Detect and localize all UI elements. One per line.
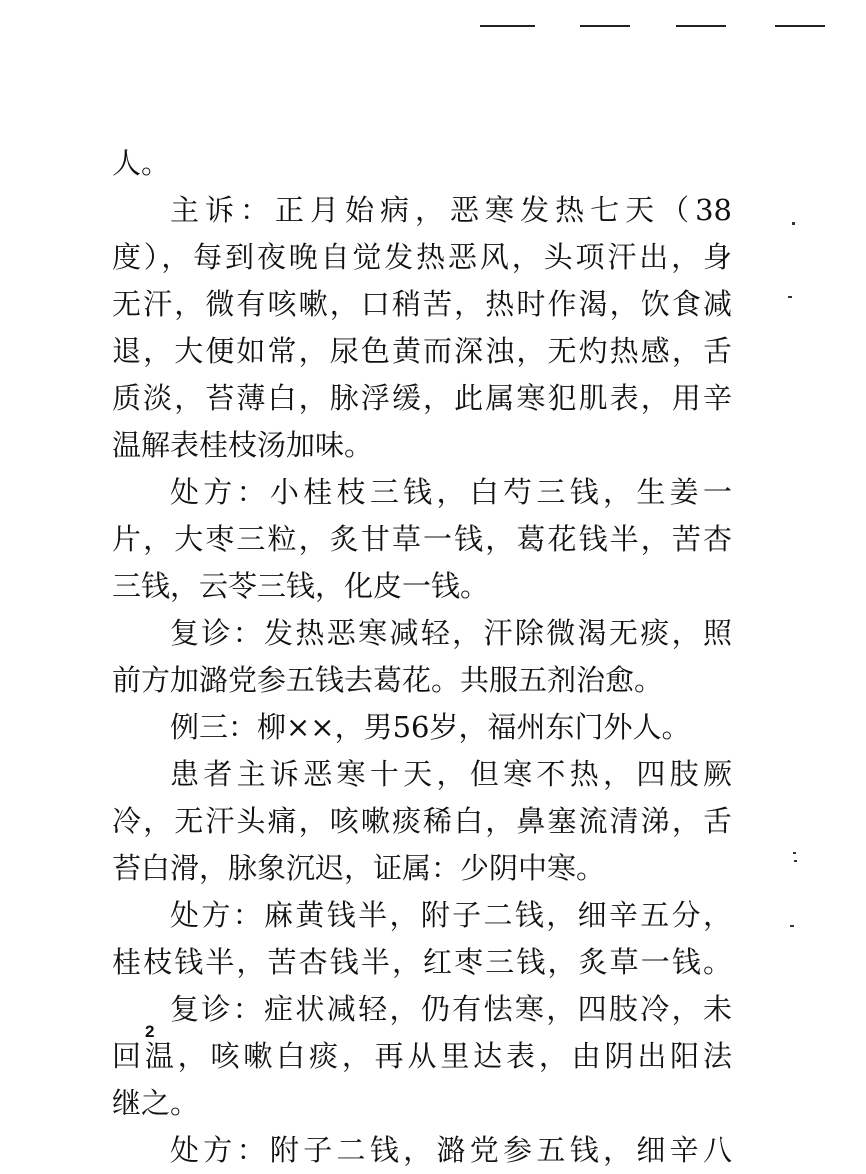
text-line: 处方：附子二钱，潞党参五钱，细辛八: [170, 1133, 732, 1167]
header-rule: [775, 25, 825, 27]
text-line: 前方加潞党参五钱去葛花。共服五剂治愈。: [112, 663, 664, 697]
text-line: 苔白滑，脉象沉迟，证属：少阴中寒。: [112, 851, 606, 885]
scan-speck: [794, 860, 797, 862]
header-rule: [580, 25, 630, 27]
text-line: 处方：小桂枝三钱，白芍三钱，生姜一: [170, 475, 732, 509]
text-line: 无汗，微有咳嗽，口稍苦，热时作渴，饮食减: [112, 287, 732, 321]
text-line: 片，大枣三粒，炙甘草一钱，葛花钱半，苦杏: [112, 522, 732, 556]
text-line: 退，大便如常，尿色黄而深浊，无灼热感，舌: [112, 334, 732, 368]
text-line: 质淡，苔薄白，脉浮缓，此属寒犯肌表，用辛: [112, 381, 732, 415]
text-line: 度），每到夜晚自觉发热恶风，头项汗出，身: [112, 240, 732, 274]
scan-speck: [790, 925, 794, 927]
text-line: 继之。: [112, 1086, 200, 1120]
page-number: 2: [145, 1022, 155, 1041]
scan-speck: [793, 852, 796, 854]
body-text: [112, 140, 732, 1174]
text-line: 复诊：症状减轻，仍有怯寒，四肢冷，未: [170, 992, 732, 1026]
text-line: 患者主诉恶寒十天，但寒不热，四肢厥: [170, 757, 732, 791]
header-rule: [480, 25, 535, 27]
scan-speck: [792, 222, 795, 225]
text-line: 处方：麻黄钱半，附子二钱，细辛五分，: [170, 898, 732, 932]
header-rule: [676, 25, 726, 27]
scan-speck: [788, 296, 792, 298]
text-line: 三钱，云苓三钱，化皮一钱。: [112, 569, 490, 603]
text-line: 例三：柳××，男56岁，福州东门外人。: [170, 710, 691, 744]
text-line: 复诊：发热恶寒减轻，汗除微渴无痰，照: [170, 616, 732, 650]
text-line: 主诉：正月始病，恶寒发热七天（38: [170, 193, 732, 227]
text-line: 温解表桂枝汤加味。: [112, 428, 374, 462]
text-line: 桂枝钱半，苦杏钱半，红枣三钱，炙草一钱。: [112, 945, 732, 979]
text-line: 冷，无汗头痛，咳嗽痰稀白，鼻塞流清涕，舌: [112, 804, 732, 838]
text-line: 人。: [112, 146, 171, 180]
text-line: 回温，咳嗽白痰，再从里达表，由阴出阳法: [112, 1039, 732, 1073]
